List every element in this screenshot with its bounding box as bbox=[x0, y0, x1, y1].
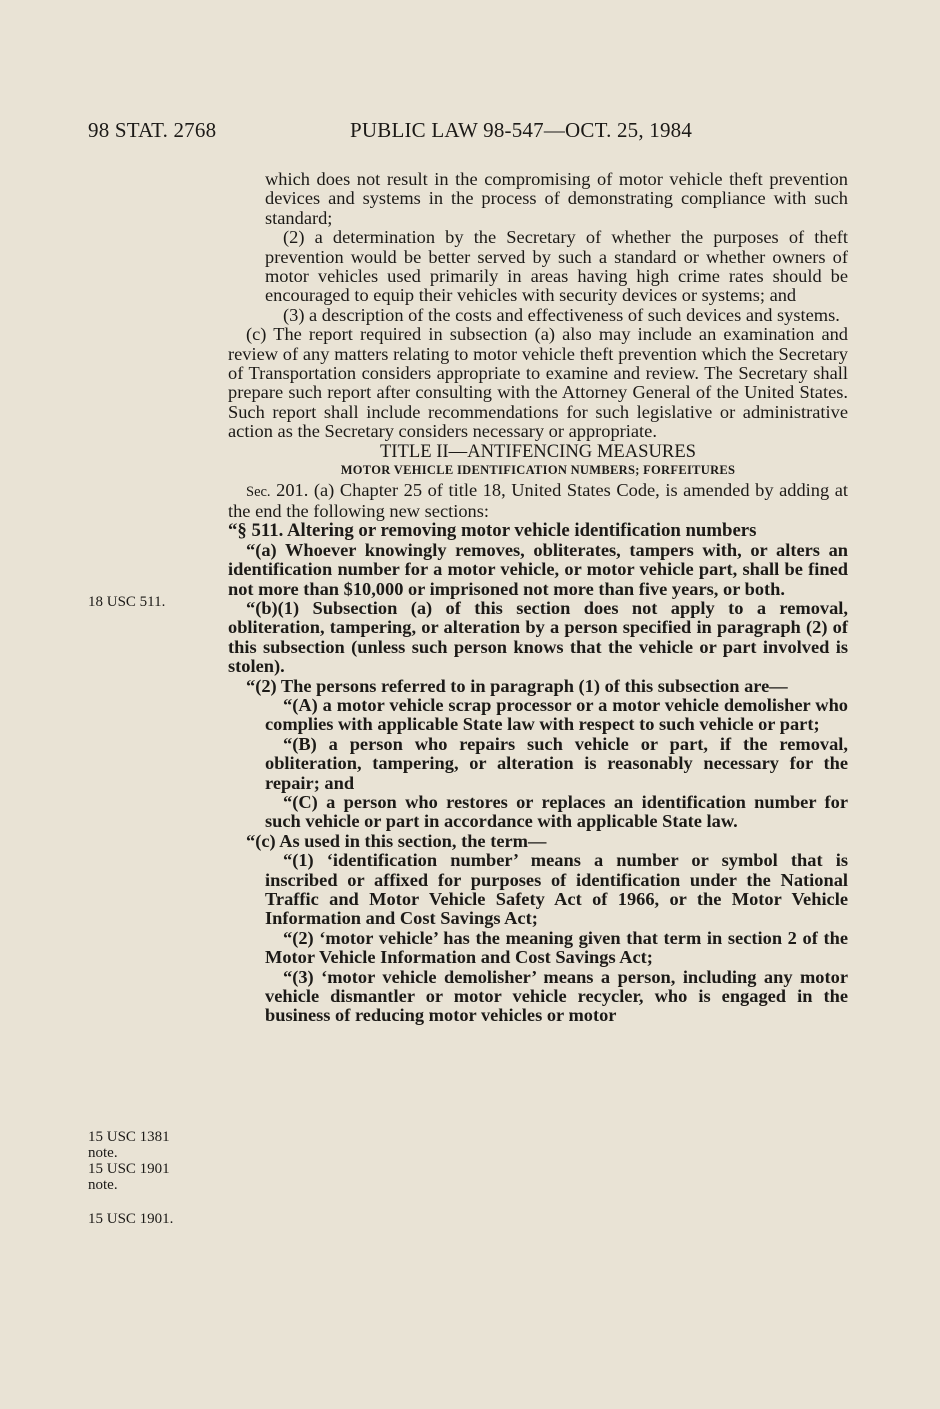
page-header-law: PUBLIC LAW 98-547—OCT. 25, 1984 bbox=[350, 118, 693, 142]
margin-note-15-usc-1381: 15 USC 1381 bbox=[88, 1129, 170, 1145]
body-text bbox=[228, 170, 848, 1026]
paragraph-c: (c) The report required in subsection (a) also may include an examination and review of any matters relating to motor vehicle theft prevention which the Secretary of Transportation considers appropriate to examine and review. The Secretary shall prepare such report after consulting with the Attorney General of the United States. Such report shall include recommendations for such legislative or administrative action as the Secretary considers necessary or appropriate. bbox=[228, 324, 848, 442]
margin-note-18-usc-511: 18 USC 511. bbox=[88, 594, 166, 610]
subsection-b2-c: “(C) a person who restores or replaces an identification number for such vehicle or part in accordance with applicable State law. bbox=[265, 792, 848, 832]
subsection-b2: “(2) The persons referred to in paragraph (1) of this subsection are— bbox=[246, 675, 788, 696]
section-201-text: 201. (a) Chapter 25 of title 18, United States Code, is amended by adding at the end the following new sections: bbox=[228, 479, 848, 521]
page-header-stat: 98 STAT. 2768 bbox=[88, 118, 217, 142]
definition-2: “(2) ‘motor vehicle’ has the meaning given that term in section 2 of the Motor Vehicle Information and Cost Savings Act; bbox=[265, 927, 848, 968]
subsection-a: “(a) Whoever knowingly removes, obliterates, tampers with, or alters an identification number for a motor vehicle, or motor vehicle part, shall be fined not more than $10,000 or imprisoned not more than five years, or both. bbox=[228, 539, 848, 599]
definition-1: “(1) ‘identification number’ means a number or symbol that is inscribed or affixed for purposes of identification under the National Traffic and Motor Vehicle Safety Act of 1966, or the Motor Vehicle Information and Cost Savings Act; bbox=[265, 850, 848, 929]
margin-note-15-usc-1901-b: 15 USC 1901. bbox=[88, 1211, 174, 1227]
margin-note-15-usc-1901: 15 USC 1901 bbox=[88, 1161, 170, 1177]
subsection-c: “(c) As used in this section, the term— bbox=[246, 830, 547, 851]
subsection-b2-a: “(A) a motor vehicle scrap processor or a motor vehicle demolisher who complies with applicable State law with respect to such vehicle or part; bbox=[265, 694, 848, 735]
definition-3: “(3) ‘motor vehicle demolisher’ means a person, including any motor vehicle dismantler or motor vehicle recycler, who is engaged in the business of reducing motor vehicles or motor bbox=[265, 966, 848, 1026]
subsection-b2-b: “(B) a person who repairs such vehicle or part, if the removal, obliteration, tampering, or alteration is reasonably necessary for the repair; and bbox=[265, 733, 848, 793]
subtitle-heading: MOTOR VEHICLE IDENTIFICATION NUMBERS; FORFEITURES bbox=[340, 463, 736, 478]
title-heading: TITLE II—ANTIFENCING MEASURES bbox=[379, 440, 697, 462]
margin-note-15-usc-1901-note: note. bbox=[88, 1177, 118, 1193]
section-201-paragraph bbox=[228, 481, 848, 522]
section-label: Sec. bbox=[246, 483, 271, 500]
paragraph-3: (3) a description of the costs and effectiveness of such devices and systems. bbox=[283, 304, 840, 325]
section-511-heading: “§ 511. Altering or removing motor vehicle identification numbers bbox=[228, 520, 757, 542]
paragraph-continuation: which does not result in the compromising of motor vehicle theft prevention devices and systems in the process of demonstrating compliance with such standard; bbox=[265, 169, 848, 228]
paragraph-2: (2) a determination by the Secretary of whether the purposes of theft prevention would be better served by such a standard or whether owners of motor vehicles used primarily in areas having high crime rates should be encouraged to equip their vehicles with security devices or systems; and bbox=[265, 227, 848, 306]
subsection-b1: “(b)(1) Subsection (a) of this section does not apply to a removal, obliteration, tampering, or alteration by a person specified in paragraph (2) of this subsection (unless such person knows that the vehicle or part involved is stolen). bbox=[228, 597, 848, 677]
margin-note-15-usc-1381-note: note. bbox=[88, 1145, 118, 1161]
